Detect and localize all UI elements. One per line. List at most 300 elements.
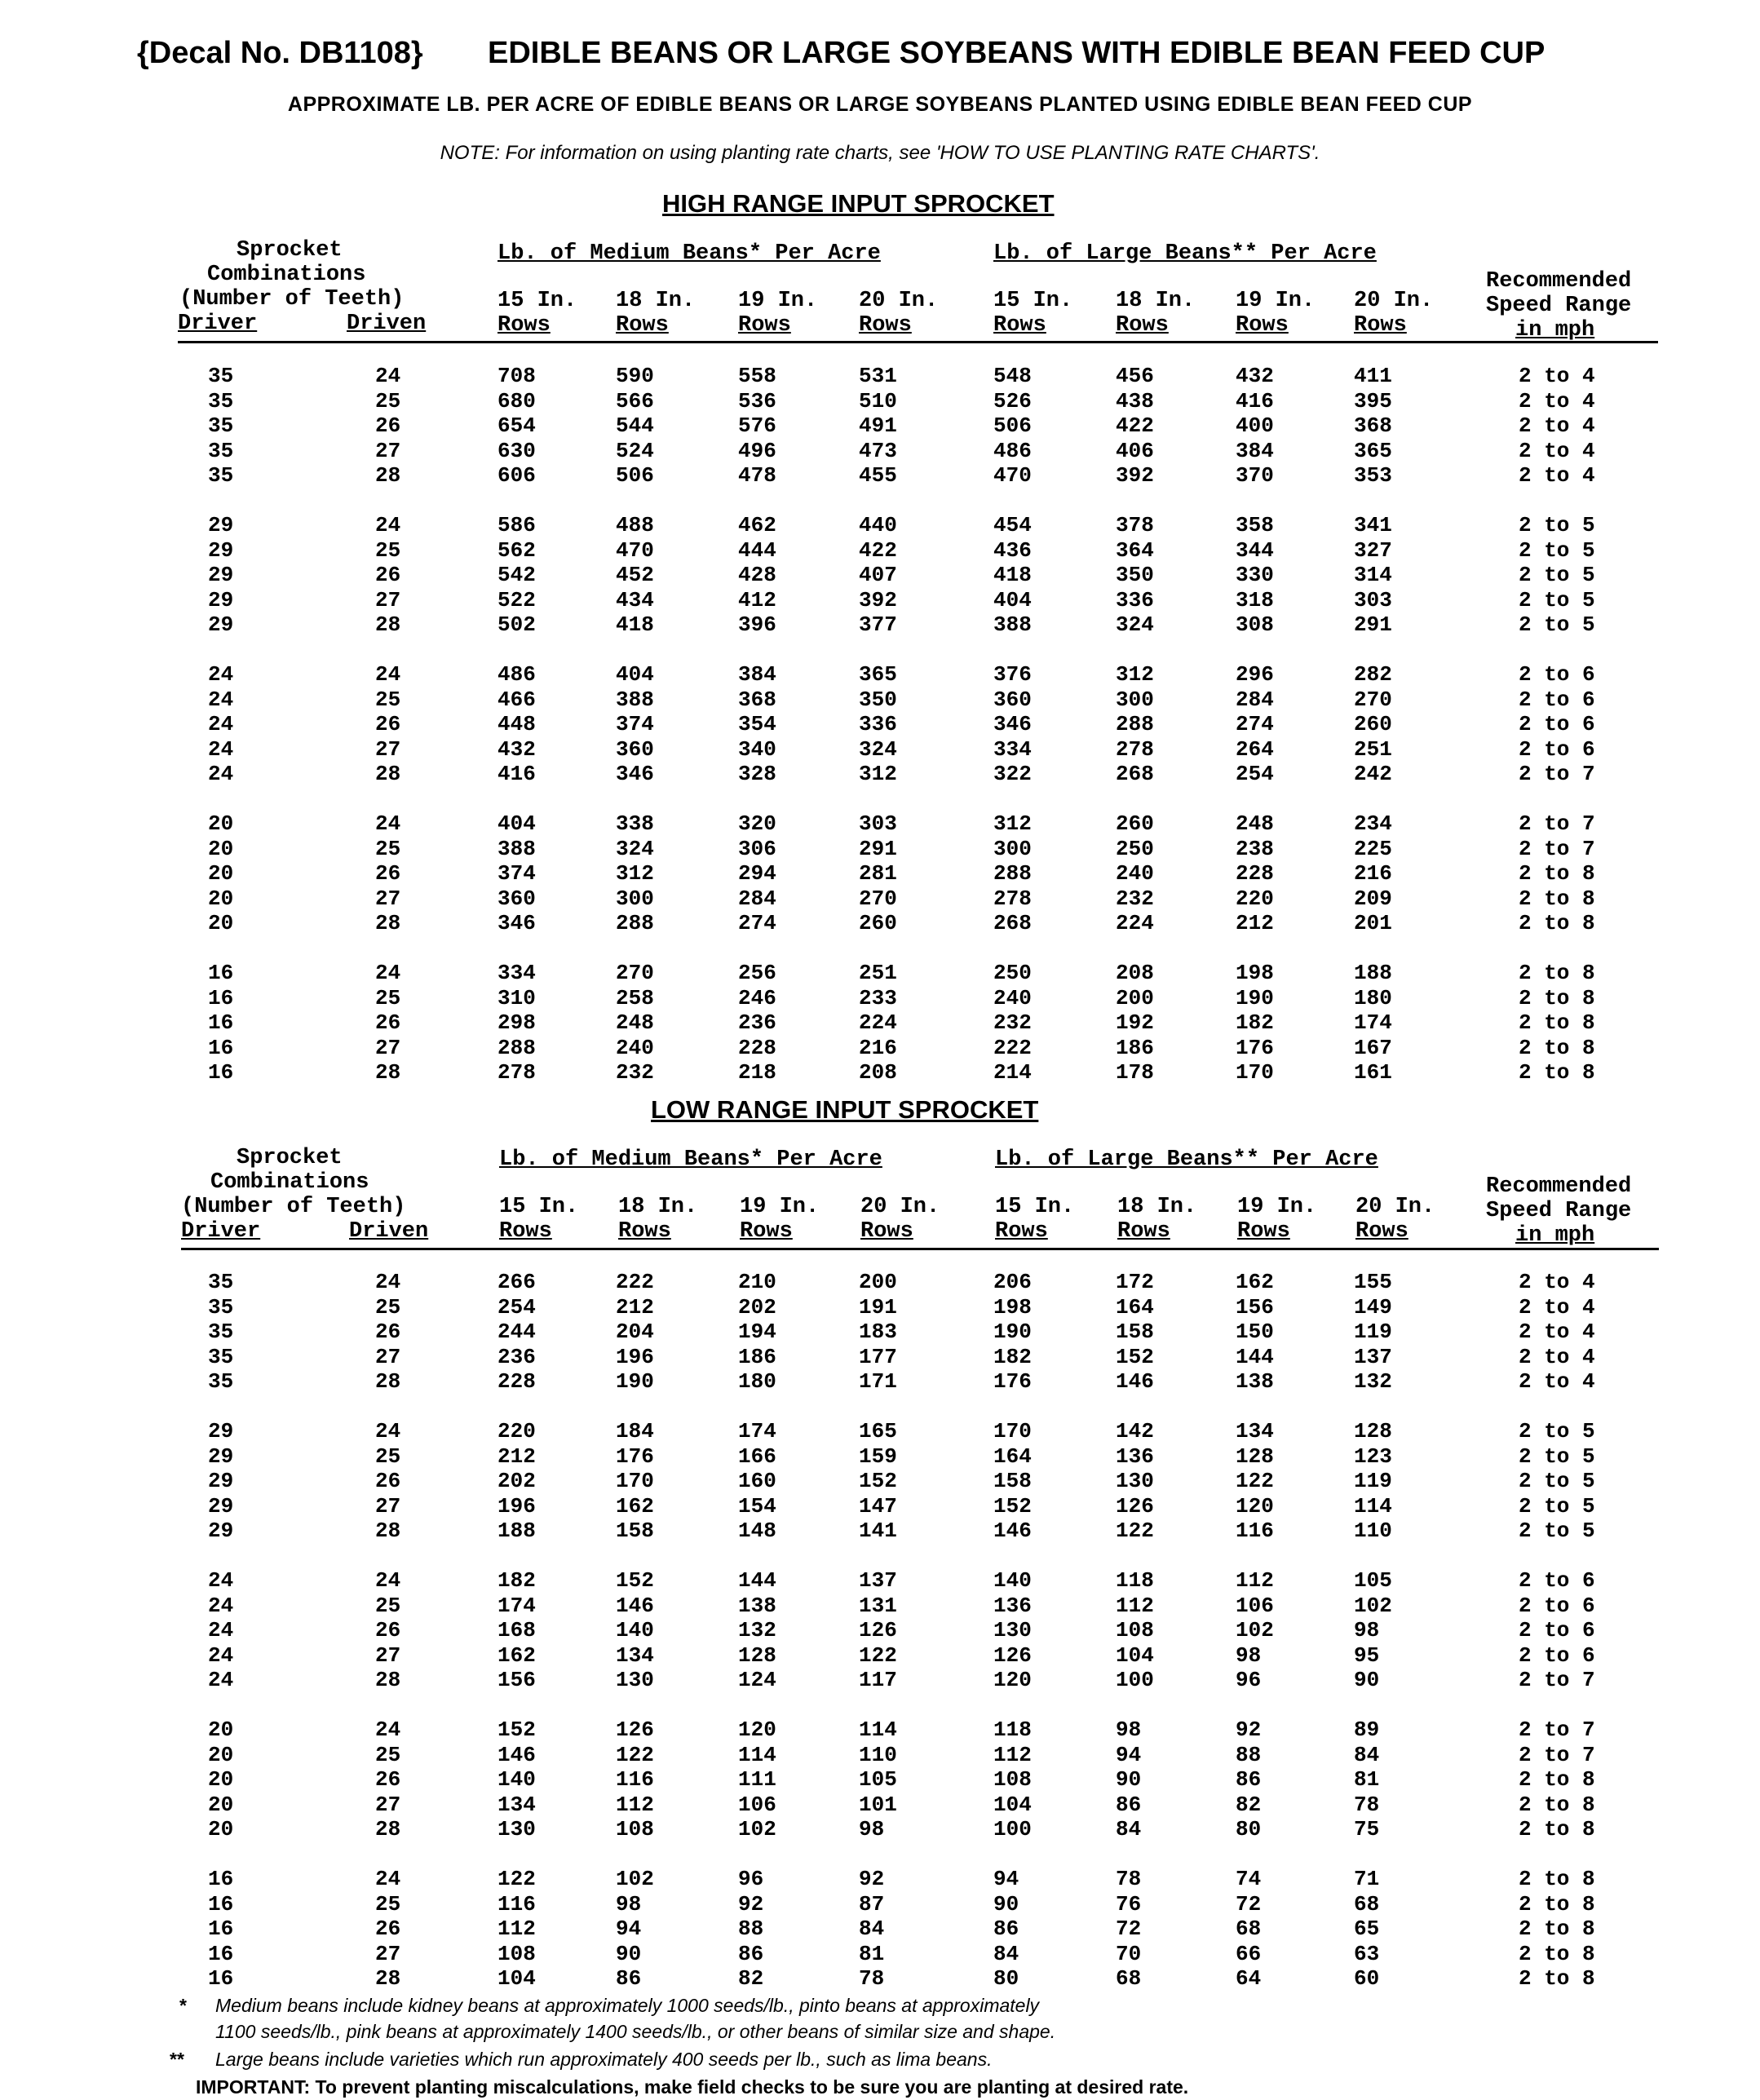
cell-large-20in: 282 xyxy=(1354,662,1392,687)
header-large-19in: 19 In. xyxy=(1237,1195,1317,1219)
cell-large-18in: 78 xyxy=(1116,1867,1142,1891)
cell-speed-range: 2 to 5 xyxy=(1519,1419,1595,1443)
cell-large-20in: 119 xyxy=(1354,1469,1392,1493)
cell-speed-range: 2 to 4 xyxy=(1519,413,1595,438)
cell-large-19in: 384 xyxy=(1236,438,1274,463)
cell-large-19in: 88 xyxy=(1236,1742,1262,1767)
cell-large-20in: 149 xyxy=(1354,1294,1392,1320)
cell-driven: 25 xyxy=(375,1891,401,1917)
cell-driven: 25 xyxy=(375,537,401,563)
cell-medium-20in: 531 xyxy=(859,364,897,388)
cell-driver: 29 xyxy=(208,513,234,537)
header-medium-beans: Lb. of Medium Beans* Per Acre xyxy=(497,241,881,266)
cell-large-18in: 278 xyxy=(1116,736,1154,762)
cell-medium-20in: 200 xyxy=(859,1270,897,1294)
cell-large-18in: 146 xyxy=(1116,1369,1154,1394)
cell-medium-18in: 488 xyxy=(616,513,654,537)
table-row xyxy=(0,364,1760,388)
cell-large-18in: 312 xyxy=(1116,662,1154,687)
cell-large-18in: 94 xyxy=(1116,1742,1142,1767)
cell-large-18in: 186 xyxy=(1116,1035,1154,1060)
cell-speed-range: 2 to 8 xyxy=(1519,911,1595,935)
cell-large-19in: 248 xyxy=(1236,811,1274,836)
cell-large-20in: 365 xyxy=(1354,438,1392,463)
cell-medium-18in: 338 xyxy=(616,811,654,836)
header-rows: Rows xyxy=(859,313,912,338)
header-recommended: Recommended xyxy=(1486,1174,1632,1199)
cell-driver: 35 xyxy=(208,1320,234,1344)
cell-driven: 26 xyxy=(375,1320,401,1344)
cell-driver: 20 xyxy=(208,911,234,935)
cell-large-15in: 80 xyxy=(993,1966,1019,1991)
cell-large-19in: 416 xyxy=(1236,388,1274,413)
cell-large-19in: 212 xyxy=(1236,911,1274,935)
cell-large-18in: 126 xyxy=(1116,1493,1154,1519)
cell-large-19in: 68 xyxy=(1236,1917,1262,1941)
cell-large-19in: 156 xyxy=(1236,1294,1274,1320)
cell-large-15in: 240 xyxy=(993,985,1032,1010)
cell-driver: 29 xyxy=(208,1519,234,1543)
cell-driver: 24 xyxy=(208,662,234,687)
cell-medium-20in: 114 xyxy=(859,1718,897,1742)
cell-medium-15in: 486 xyxy=(497,662,536,687)
cell-medium-18in: 258 xyxy=(616,985,654,1010)
cell-driver: 16 xyxy=(208,961,234,985)
header-large-20in: 20 In. xyxy=(1354,289,1434,313)
header-large-beans: Lb. of Large Beans** Per Acre xyxy=(993,241,1377,266)
header-combinations: Combinations xyxy=(210,1170,369,1195)
cell-large-19in: 80 xyxy=(1236,1817,1262,1841)
cell-large-18in: 200 xyxy=(1116,985,1154,1010)
cell-large-15in: 126 xyxy=(993,1642,1032,1668)
table-row xyxy=(0,811,1760,836)
cell-medium-15in: 278 xyxy=(497,1060,536,1085)
cell-large-19in: 370 xyxy=(1236,463,1274,488)
cell-medium-19in: 328 xyxy=(738,762,776,786)
table-row xyxy=(0,1010,1760,1035)
cell-medium-18in: 196 xyxy=(616,1344,654,1369)
cell-large-20in: 188 xyxy=(1354,961,1392,985)
header-large-beans: Lb. of Large Beans** Per Acre xyxy=(995,1147,1378,1172)
cell-large-18in: 136 xyxy=(1116,1443,1154,1469)
cell-speed-range: 2 to 5 xyxy=(1519,587,1595,612)
cell-large-20in: 119 xyxy=(1354,1320,1392,1344)
cell-large-20in: 251 xyxy=(1354,736,1392,762)
cell-medium-20in: 216 xyxy=(859,1035,897,1060)
cell-driven: 26 xyxy=(375,413,401,438)
header-medium-18in: 18 In. xyxy=(616,289,696,313)
cell-driven: 28 xyxy=(375,1817,401,1841)
header-rows: Rows xyxy=(738,313,791,338)
table-row xyxy=(0,961,1760,985)
cell-large-20in: 110 xyxy=(1354,1519,1392,1543)
table-row xyxy=(0,1469,1760,1493)
cell-medium-20in: 110 xyxy=(859,1742,897,1767)
header-medium-19in: 19 In. xyxy=(740,1195,820,1219)
cell-speed-range: 2 to 6 xyxy=(1519,687,1595,712)
cell-large-20in: 102 xyxy=(1354,1593,1392,1618)
cell-medium-15in: 586 xyxy=(497,513,536,537)
cell-large-19in: 86 xyxy=(1236,1767,1262,1792)
cell-medium-19in: 194 xyxy=(738,1320,776,1344)
cell-medium-20in: 440 xyxy=(859,513,897,537)
cell-medium-15in: 212 xyxy=(497,1443,536,1469)
cell-large-20in: 75 xyxy=(1354,1817,1380,1841)
header-medium-15in: 15 In. xyxy=(497,289,577,313)
cell-medium-20in: 101 xyxy=(859,1792,897,1817)
cell-driven: 24 xyxy=(375,1867,401,1891)
cell-driven: 28 xyxy=(375,1369,401,1394)
cell-large-20in: 68 xyxy=(1354,1891,1380,1917)
cell-large-20in: 327 xyxy=(1354,537,1392,563)
cell-large-18in: 250 xyxy=(1116,836,1154,861)
cell-medium-18in: 190 xyxy=(616,1369,654,1394)
cell-large-19in: 264 xyxy=(1236,736,1274,762)
cell-medium-20in: 191 xyxy=(859,1294,897,1320)
cell-medium-18in: 270 xyxy=(616,961,654,985)
cell-medium-15in: 404 xyxy=(497,811,536,836)
cell-driver: 29 xyxy=(208,587,234,612)
cell-medium-18in: 232 xyxy=(616,1060,654,1085)
cell-speed-range: 2 to 6 xyxy=(1519,1618,1595,1642)
cell-medium-20in: 78 xyxy=(859,1966,885,1991)
cell-driven: 28 xyxy=(375,911,401,935)
cell-speed-range: 2 to 8 xyxy=(1519,1817,1595,1841)
cell-driven: 27 xyxy=(375,1035,401,1060)
cell-large-15in: 120 xyxy=(993,1668,1032,1692)
header-rows: Rows xyxy=(1237,1219,1290,1244)
cell-medium-20in: 117 xyxy=(859,1668,897,1692)
cell-driver: 20 xyxy=(208,1767,234,1792)
cell-medium-19in: 166 xyxy=(738,1443,776,1469)
cell-large-20in: 291 xyxy=(1354,612,1392,637)
cell-large-18in: 158 xyxy=(1116,1320,1154,1344)
cell-speed-range: 2 to 7 xyxy=(1519,1742,1595,1767)
cell-medium-20in: 336 xyxy=(859,712,897,736)
cell-large-15in: 94 xyxy=(993,1867,1019,1891)
cell-large-20in: 105 xyxy=(1354,1568,1392,1593)
cell-large-18in: 172 xyxy=(1116,1270,1154,1294)
cell-medium-20in: 350 xyxy=(859,687,897,712)
cell-medium-19in: 138 xyxy=(738,1593,776,1618)
table-row xyxy=(0,563,1760,587)
cell-large-19in: 170 xyxy=(1236,1060,1274,1085)
footnote-medium-line-1: Medium beans include kidney beans at approximately 1000 seeds/lb., pinto beans at approximately xyxy=(215,1995,1040,2016)
cell-large-19in: 330 xyxy=(1236,563,1274,587)
cell-large-15in: 312 xyxy=(993,811,1032,836)
header-speed-range: Speed Range xyxy=(1486,294,1632,318)
header-medium-beans: Lb. of Medium Beans* Per Acre xyxy=(499,1147,882,1172)
cell-medium-18in: 346 xyxy=(616,762,654,786)
header-rows: Rows xyxy=(1236,313,1289,338)
cell-medium-19in: 428 xyxy=(738,563,776,587)
cell-large-20in: 155 xyxy=(1354,1270,1392,1294)
cell-medium-15in: 542 xyxy=(497,563,536,587)
table-row xyxy=(0,1817,1760,1841)
cell-driver: 16 xyxy=(208,1966,234,1991)
cell-medium-15in: 562 xyxy=(497,537,536,563)
cell-driver: 16 xyxy=(208,1941,234,1966)
cell-medium-20in: 407 xyxy=(859,563,897,587)
table-row xyxy=(0,1419,1760,1443)
cell-medium-15in: 360 xyxy=(497,886,536,911)
cell-large-19in: 162 xyxy=(1236,1270,1274,1294)
cell-large-18in: 98 xyxy=(1116,1718,1142,1742)
cell-driven: 24 xyxy=(375,811,401,836)
cell-medium-19in: 132 xyxy=(738,1618,776,1642)
cell-medium-20in: 84 xyxy=(859,1917,885,1941)
cell-medium-18in: 248 xyxy=(616,1010,654,1035)
cell-speed-range: 2 to 8 xyxy=(1519,1060,1595,1085)
cell-medium-15in: 522 xyxy=(497,587,536,612)
table-row xyxy=(0,687,1760,712)
cell-large-20in: 216 xyxy=(1354,861,1392,886)
header-medium-20in: 20 In. xyxy=(859,289,939,313)
cell-driver: 35 xyxy=(208,438,234,463)
cell-medium-19in: 576 xyxy=(738,413,776,438)
cell-large-18in: 422 xyxy=(1116,413,1154,438)
cell-medium-15in: 202 xyxy=(497,1469,536,1493)
cell-medium-19in: 82 xyxy=(738,1966,764,1991)
cell-large-15in: 486 xyxy=(993,438,1032,463)
cell-large-15in: 334 xyxy=(993,736,1032,762)
cell-medium-20in: 152 xyxy=(859,1469,897,1493)
table-row xyxy=(0,1917,1760,1941)
cell-medium-15in: 196 xyxy=(497,1493,536,1519)
cell-medium-19in: 148 xyxy=(738,1519,776,1543)
cell-driver: 20 xyxy=(208,886,234,911)
cell-medium-15in: 130 xyxy=(497,1817,536,1841)
cell-medium-15in: 432 xyxy=(497,736,536,762)
cell-medium-18in: 418 xyxy=(616,612,654,637)
cell-medium-18in: 300 xyxy=(616,886,654,911)
cell-driven: 24 xyxy=(375,364,401,388)
cell-large-15in: 206 xyxy=(993,1270,1032,1294)
header-in-mph: in mph xyxy=(1515,1223,1595,1248)
cell-large-20in: 242 xyxy=(1354,762,1392,786)
cell-speed-range: 2 to 7 xyxy=(1519,1718,1595,1742)
cell-medium-15in: 112 xyxy=(497,1917,536,1941)
cell-medium-19in: 120 xyxy=(738,1718,776,1742)
cell-medium-15in: 244 xyxy=(497,1320,536,1344)
cell-speed-range: 2 to 4 xyxy=(1519,1344,1595,1369)
cell-large-20in: 123 xyxy=(1354,1443,1392,1469)
cell-driver: 16 xyxy=(208,1060,234,1085)
cell-driver: 24 xyxy=(208,712,234,736)
cell-driven: 24 xyxy=(375,1419,401,1443)
header-rows: Rows xyxy=(740,1219,793,1244)
cell-medium-19in: 306 xyxy=(738,836,776,861)
cell-medium-18in: 360 xyxy=(616,736,654,762)
cell-medium-15in: 228 xyxy=(497,1369,536,1394)
cell-medium-18in: 122 xyxy=(616,1742,654,1767)
cell-driven: 28 xyxy=(375,612,401,637)
table-row xyxy=(0,612,1760,637)
header-rows: Rows xyxy=(1116,313,1169,338)
cell-driver: 20 xyxy=(208,811,234,836)
cell-large-15in: 198 xyxy=(993,1294,1032,1320)
cell-medium-18in: 288 xyxy=(616,911,654,935)
footnote-marker: ** xyxy=(170,2049,184,2070)
cell-large-15in: 418 xyxy=(993,563,1032,587)
table-row xyxy=(0,762,1760,786)
cell-large-18in: 300 xyxy=(1116,687,1154,712)
cell-large-18in: 192 xyxy=(1116,1010,1154,1035)
cell-large-18in: 142 xyxy=(1116,1419,1154,1443)
header-number-of-teeth: (Number of Teeth) xyxy=(179,287,405,312)
cell-medium-20in: 141 xyxy=(859,1519,897,1543)
table-row xyxy=(0,1270,1760,1294)
cell-speed-range: 2 to 8 xyxy=(1519,1767,1595,1792)
cell-medium-18in: 452 xyxy=(616,563,654,587)
cell-large-15in: 84 xyxy=(993,1941,1019,1966)
cell-medium-18in: 204 xyxy=(616,1320,654,1344)
cell-medium-19in: 558 xyxy=(738,364,776,388)
table-row xyxy=(0,911,1760,935)
header-driver: Driver xyxy=(178,312,258,336)
table-row xyxy=(0,439,1760,463)
cell-medium-20in: 281 xyxy=(859,861,897,886)
cell-medium-19in: 92 xyxy=(738,1891,764,1917)
cell-medium-20in: 291 xyxy=(859,836,897,861)
cell-medium-20in: 312 xyxy=(859,762,897,786)
cell-medium-20in: 81 xyxy=(859,1941,885,1966)
table-row xyxy=(0,1494,1760,1519)
header-rows: Rows xyxy=(1354,313,1407,338)
cell-driven: 26 xyxy=(375,563,401,587)
cell-medium-15in: 168 xyxy=(497,1618,536,1642)
cell-large-20in: 260 xyxy=(1354,712,1392,736)
cell-medium-20in: 377 xyxy=(859,612,897,637)
cell-medium-19in: 340 xyxy=(738,736,776,762)
cell-speed-range: 2 to 4 xyxy=(1519,364,1595,388)
cell-large-18in: 260 xyxy=(1116,811,1154,836)
cell-driver: 20 xyxy=(208,836,234,861)
cell-medium-20in: 87 xyxy=(859,1891,885,1917)
cell-medium-19in: 412 xyxy=(738,587,776,612)
header-large-19in: 19 In. xyxy=(1236,289,1316,313)
cell-large-18in: 100 xyxy=(1116,1668,1154,1692)
cell-large-19in: 254 xyxy=(1236,762,1274,786)
header-rule xyxy=(178,341,1658,343)
cell-large-15in: 470 xyxy=(993,463,1032,488)
cell-medium-19in: 384 xyxy=(738,662,776,687)
table-row xyxy=(0,1345,1760,1369)
cell-driver: 20 xyxy=(208,861,234,886)
cell-large-15in: 222 xyxy=(993,1035,1032,1060)
cell-driver: 29 xyxy=(208,1419,234,1443)
cell-large-18in: 336 xyxy=(1116,587,1154,612)
cell-large-19in: 74 xyxy=(1236,1867,1262,1891)
cell-driven: 27 xyxy=(375,438,401,463)
cell-large-19in: 102 xyxy=(1236,1618,1274,1642)
cell-large-15in: 250 xyxy=(993,961,1032,985)
cell-medium-18in: 162 xyxy=(616,1493,654,1519)
cell-medium-15in: 188 xyxy=(497,1519,536,1543)
table-row xyxy=(0,1643,1760,1668)
cell-speed-range: 2 to 8 xyxy=(1519,1792,1595,1817)
cell-large-20in: 114 xyxy=(1354,1493,1392,1519)
cell-medium-19in: 106 xyxy=(738,1792,776,1817)
cell-medium-19in: 186 xyxy=(738,1344,776,1369)
cell-medium-18in: 130 xyxy=(616,1668,654,1692)
cell-large-20in: 65 xyxy=(1354,1917,1380,1941)
cell-medium-19in: 284 xyxy=(738,886,776,911)
cell-medium-19in: 354 xyxy=(738,712,776,736)
cell-speed-range: 2 to 4 xyxy=(1519,1294,1595,1320)
cell-driver: 24 xyxy=(208,736,234,762)
cell-driven: 27 xyxy=(375,1792,401,1817)
cell-driven: 24 xyxy=(375,1270,401,1294)
cell-large-15in: 360 xyxy=(993,687,1032,712)
cell-medium-15in: 108 xyxy=(497,1941,536,1966)
cell-driven: 24 xyxy=(375,662,401,687)
cell-speed-range: 2 to 7 xyxy=(1519,811,1595,836)
cell-medium-19in: 368 xyxy=(738,687,776,712)
cell-medium-20in: 92 xyxy=(859,1867,885,1891)
cell-large-19in: 318 xyxy=(1236,587,1274,612)
cell-driver: 35 xyxy=(208,364,234,388)
cell-large-15in: 152 xyxy=(993,1493,1032,1519)
cell-driver: 16 xyxy=(208,985,234,1010)
cell-medium-15in: 174 xyxy=(497,1593,536,1618)
table-row xyxy=(0,1767,1760,1792)
cell-medium-20in: 105 xyxy=(859,1767,897,1792)
header-driven: Driven xyxy=(349,1219,429,1244)
header-rule xyxy=(181,1248,1659,1250)
cell-speed-range: 2 to 7 xyxy=(1519,836,1595,861)
cell-large-18in: 456 xyxy=(1116,364,1154,388)
header-medium-15in: 15 In. xyxy=(499,1195,579,1219)
header-rows: Rows xyxy=(993,313,1046,338)
cell-driven: 28 xyxy=(375,1060,401,1085)
cell-driver: 16 xyxy=(208,1010,234,1035)
cell-driver: 29 xyxy=(208,612,234,637)
cell-speed-range: 2 to 8 xyxy=(1519,1966,1595,1991)
cell-medium-19in: 236 xyxy=(738,1010,776,1035)
cell-driver: 24 xyxy=(208,762,234,786)
cell-large-19in: 116 xyxy=(1236,1519,1274,1543)
cell-large-15in: 108 xyxy=(993,1767,1032,1792)
cell-large-19in: 134 xyxy=(1236,1419,1274,1443)
cell-medium-18in: 590 xyxy=(616,364,654,388)
footnote-large-line: Large beans include varieties which run approximately 400 seeds per lb., such as lima beans. xyxy=(215,2049,993,2070)
cell-speed-range: 2 to 4 xyxy=(1519,463,1595,488)
cell-speed-range: 2 to 8 xyxy=(1519,1010,1595,1035)
cell-large-20in: 90 xyxy=(1354,1668,1380,1692)
cell-medium-20in: 510 xyxy=(859,388,897,413)
cell-medium-15in: 182 xyxy=(497,1568,536,1593)
cell-medium-20in: 208 xyxy=(859,1060,897,1085)
cell-large-19in: 228 xyxy=(1236,861,1274,886)
cell-large-18in: 392 xyxy=(1116,463,1154,488)
table-row xyxy=(0,861,1760,886)
cell-driver: 16 xyxy=(208,1867,234,1891)
cell-medium-19in: 160 xyxy=(738,1469,776,1493)
cell-large-19in: 72 xyxy=(1236,1891,1262,1917)
cell-medium-18in: 140 xyxy=(616,1618,654,1642)
cell-medium-19in: 210 xyxy=(738,1270,776,1294)
cell-medium-20in: 473 xyxy=(859,438,897,463)
cell-driven: 25 xyxy=(375,836,401,861)
cell-medium-18in: 126 xyxy=(616,1718,654,1742)
cell-large-19in: 138 xyxy=(1236,1369,1274,1394)
cell-medium-15in: 502 xyxy=(497,612,536,637)
cell-medium-19in: 128 xyxy=(738,1642,776,1668)
cell-medium-19in: 154 xyxy=(738,1493,776,1519)
cell-large-20in: 174 xyxy=(1354,1010,1392,1035)
header-rows: Rows xyxy=(1117,1219,1170,1244)
